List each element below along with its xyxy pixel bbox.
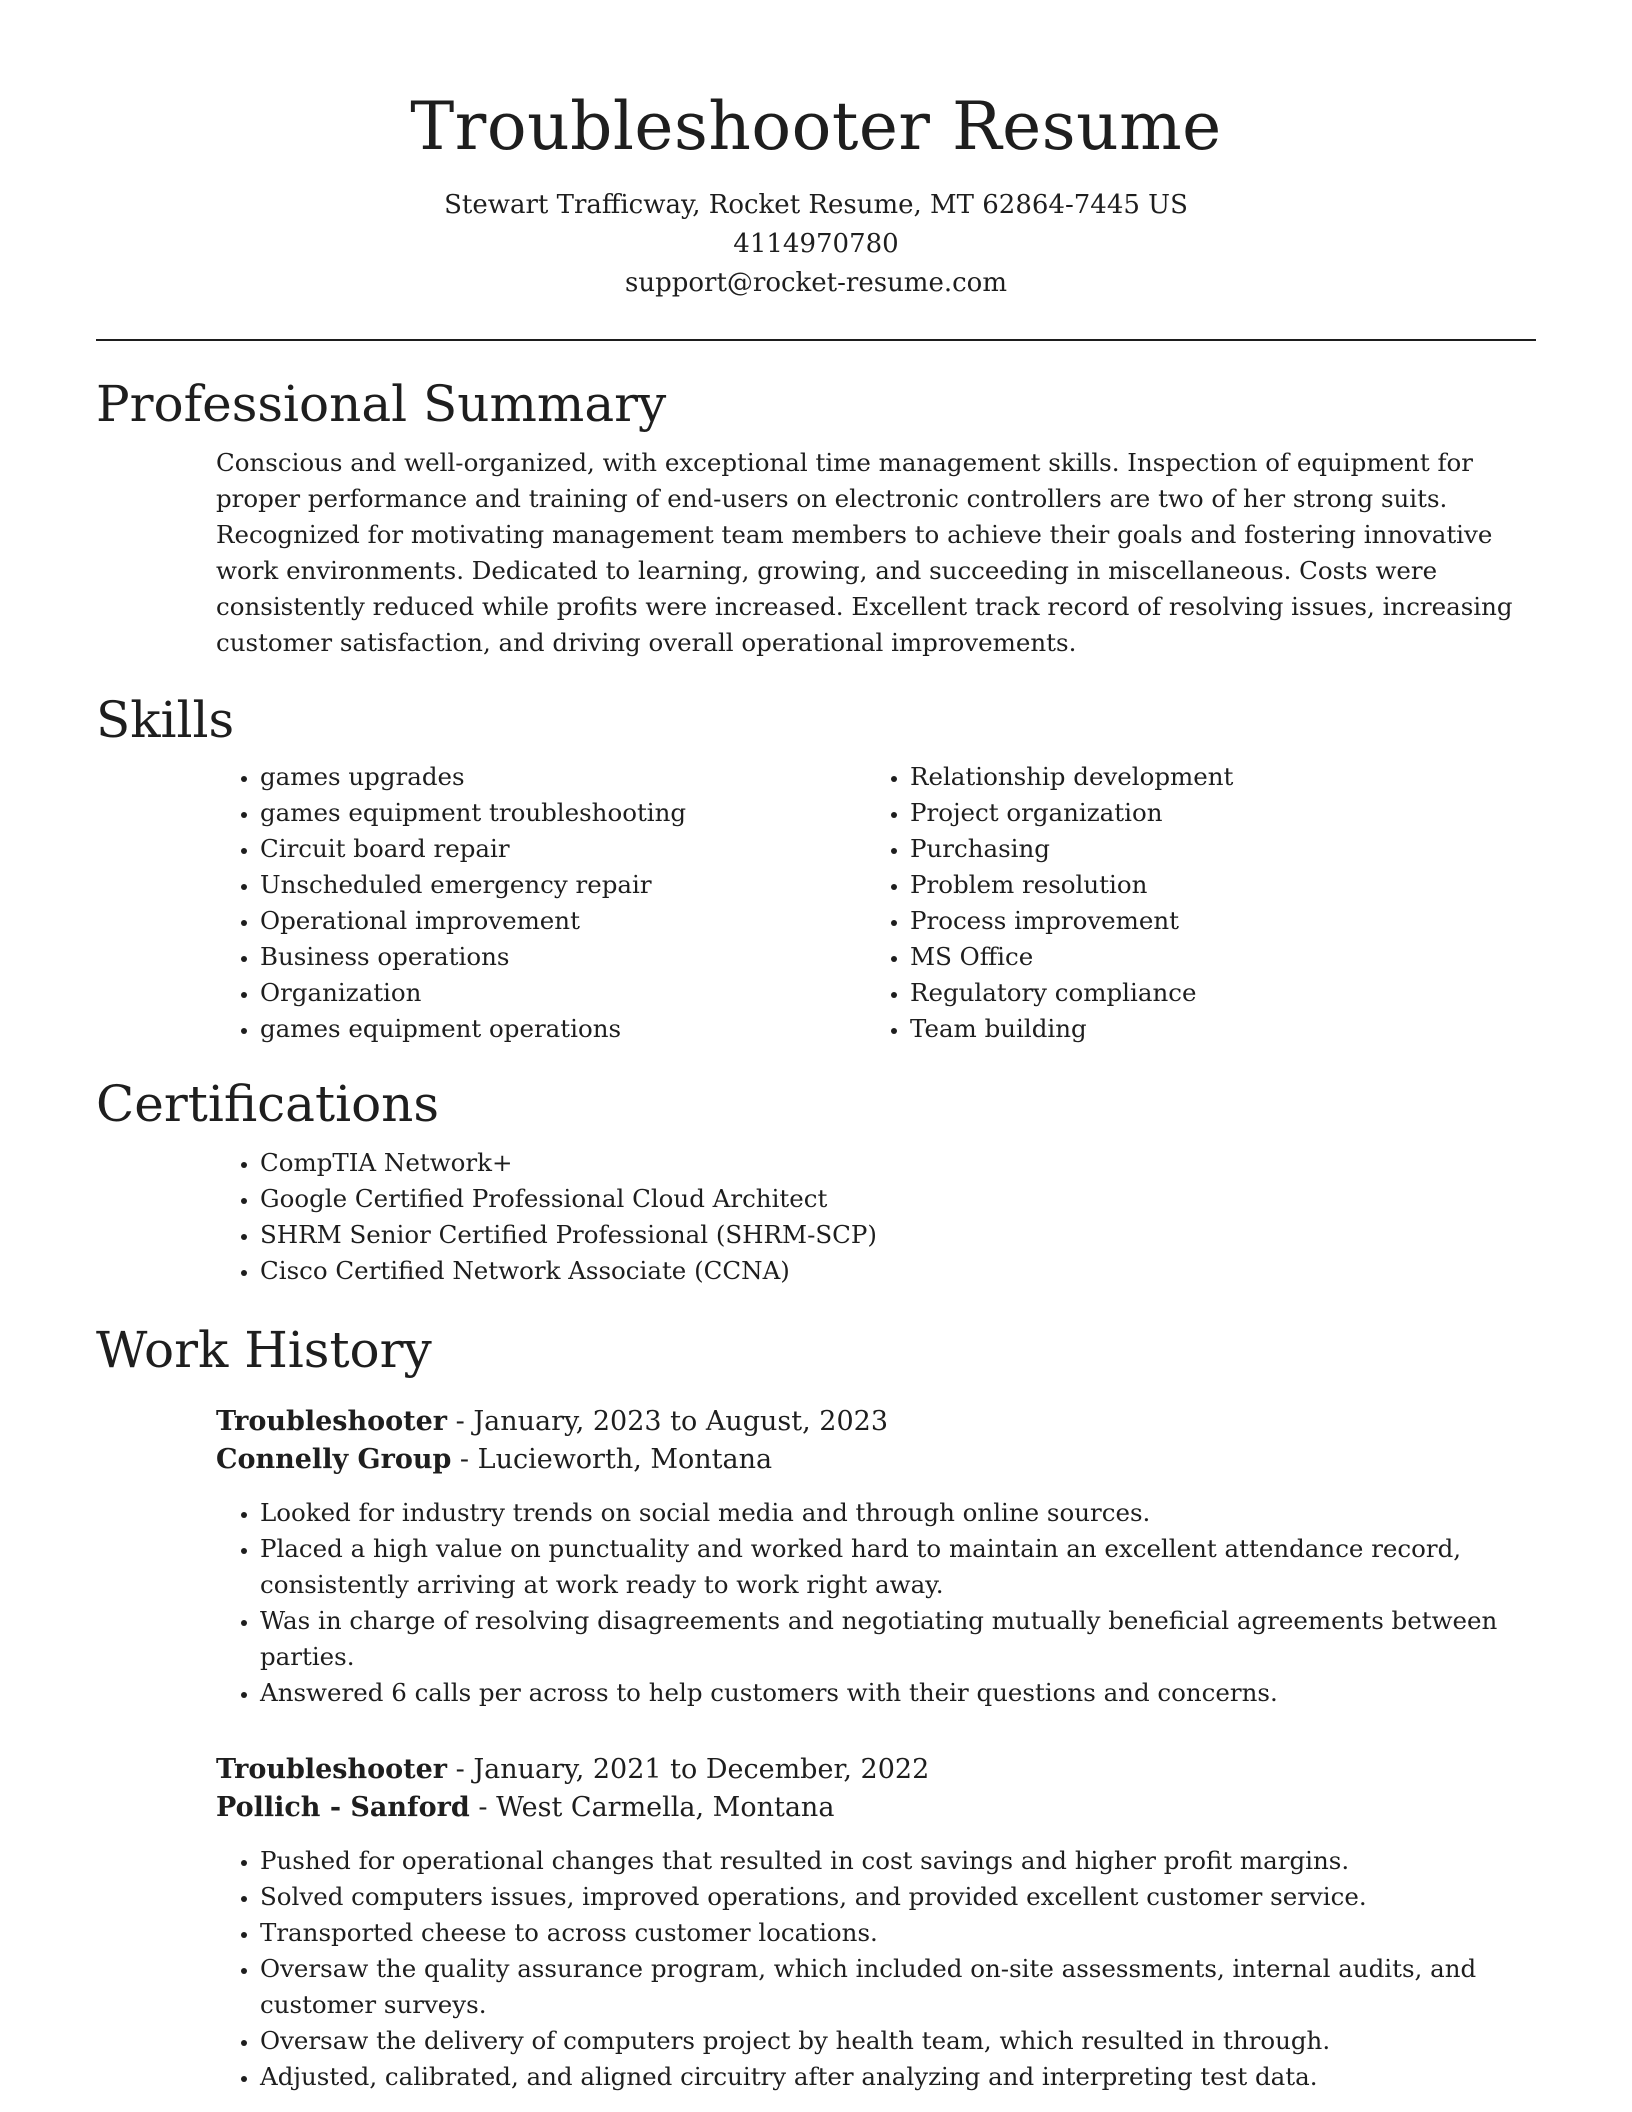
job-title: Troubleshooter — [216, 1754, 448, 1785]
job-duties — [216, 1495, 1536, 1711]
job-duty-item: • Pushed for operational changes that resulted in cost savings and higher profit margins. — [260, 1843, 1536, 1879]
skill-item: • Team building — [910, 1011, 1516, 1047]
job-location: Lucieworth, Montana — [477, 1444, 773, 1475]
header-divider — [96, 339, 1536, 341]
job-title: Troubleshooter — [216, 1406, 448, 1437]
skill-item: • Purchasing — [910, 831, 1516, 867]
job-dates: January, 2021 to December, 2022 — [473, 1754, 930, 1785]
skills-heading: Skills — [96, 691, 235, 749]
certification-item: • Google Certified Professional Cloud Architect — [260, 1181, 1536, 1217]
summary-text: Conscious and well-organized, with exceptional time management skills. Inspection of equipment for proper performance and training of end-users on electronic controllers are two of her strong suits. Recognized for motivating management team members to achieve their goals and fostering innovative work environments. Dedicated to learning, growing, and succeeding in miscellaneous. Costs were consistently reduced while profits were increased. Excellent track record of resolving issues, increasing customer satisfaction, and driving overall operational improvements. — [216, 448, 1513, 657]
job-company-line: Pollich - Sanford - West Carmella, Montana — [216, 1792, 835, 1823]
contact-info — [96, 186, 1536, 303]
contact-email: support@rocket-resume.com — [624, 268, 1007, 298]
job-duty-item: • Transported cheese to across customer locations. — [260, 1915, 1536, 1951]
job-duty-item: • Oversaw the delivery of computers project by health team, which resulted in through. — [260, 2023, 1536, 2059]
skill-item: • Process improvement — [910, 903, 1516, 939]
job-entry — [216, 1751, 1536, 2095]
job-title-line: Troubleshooter - January, 2021 to December, 2022 — [216, 1754, 930, 1785]
job-duty-item: • Answered 6 calls per across to help customers with their questions and concerns. — [260, 1675, 1536, 1711]
skills-section — [96, 687, 1536, 1047]
contact-address: Stewart Trafficway, Rocket Resume, MT 62864-7445 US — [444, 190, 1188, 220]
certifications-heading: Certifications — [96, 1075, 440, 1133]
job-company: Connelly Group — [216, 1444, 452, 1475]
job-duty-item: • Was in charge of resolving disagreements and negotiating mutually beneficial agreements between parties. — [260, 1603, 1536, 1675]
resume-page — [96, 0, 1536, 2095]
summary-section — [96, 371, 1536, 661]
skill-item: • Relationship development — [910, 759, 1516, 795]
work-history-heading: Work History — [96, 1321, 432, 1379]
certification-item: • CompTIA Network+ — [260, 1145, 1536, 1181]
skill-item: • Unscheduled emergency repair — [260, 867, 866, 903]
job-duty-item: • Solved computers issues, improved operations, and provided excellent customer service. — [260, 1879, 1536, 1915]
skill-item: • games upgrades — [260, 759, 866, 795]
work-history-section — [96, 1317, 1536, 2095]
skills-list-left — [216, 759, 866, 1047]
job-location: West Carmella, Montana — [496, 1792, 835, 1823]
job-duty-item: • Looked for industry trends on social media and through online sources. — [260, 1495, 1536, 1531]
resume-title: Troubleshooter Resume — [410, 88, 1222, 165]
job-duties-list — [216, 1495, 1536, 1711]
skill-item: • Organization — [260, 975, 866, 1011]
skills-list-right — [866, 759, 1516, 1047]
skills-column-right — [866, 759, 1516, 1047]
skill-item: • Business operations — [260, 939, 866, 975]
summary-heading: Professional Summary — [96, 375, 667, 433]
skill-item: • Circuit board repair — [260, 831, 866, 867]
job-duties-list — [216, 1843, 1536, 2095]
certifications-list — [216, 1145, 1536, 1289]
skills-column-left — [216, 759, 866, 1047]
job-company: Pollich - Sanford — [216, 1792, 470, 1823]
skill-item: • games equipment operations — [260, 1011, 866, 1047]
certifications-section — [96, 1071, 1536, 1289]
skill-item: • Problem resolution — [910, 867, 1516, 903]
skill-item: • Regulatory compliance — [910, 975, 1516, 1011]
certification-item: • SHRM Senior Certified Professional (SHRM-SCP) — [260, 1217, 1536, 1253]
job-dates: January, 2023 to August, 2023 — [473, 1406, 888, 1437]
skill-item: • Project organization — [910, 795, 1516, 831]
certifications-list-wrap — [216, 1145, 1536, 1289]
contact-phone: 4114970780 — [733, 229, 899, 259]
job-entry — [216, 1403, 1536, 1711]
job-duty-item: • Adjusted, calibrated, and aligned circuitry after analyzing and interpreting test data. — [260, 2059, 1536, 2095]
job-duties — [216, 1843, 1536, 2095]
skills-grid — [216, 759, 1536, 1047]
skill-item: • Operational improvement — [260, 903, 866, 939]
resume-header — [96, 0, 1536, 303]
job-company-line: Connelly Group - Lucieworth, Montana — [216, 1444, 773, 1475]
certification-item: • Cisco Certified Network Associate (CCNA) — [260, 1253, 1536, 1289]
job-title-line: Troubleshooter - January, 2023 to August, 2023 — [216, 1406, 888, 1437]
job-duty-item: • Oversaw the quality assurance program, which included on-site assessments, internal audits, and customer surveys. — [260, 1951, 1536, 2023]
skill-item: • MS Office — [910, 939, 1516, 975]
job-duty-item: • Placed a high value on punctuality and worked hard to maintain an excellent attendance record, consistently arriving at work ready to work right away. — [260, 1531, 1536, 1603]
skill-item: • games equipment troubleshooting — [260, 795, 866, 831]
